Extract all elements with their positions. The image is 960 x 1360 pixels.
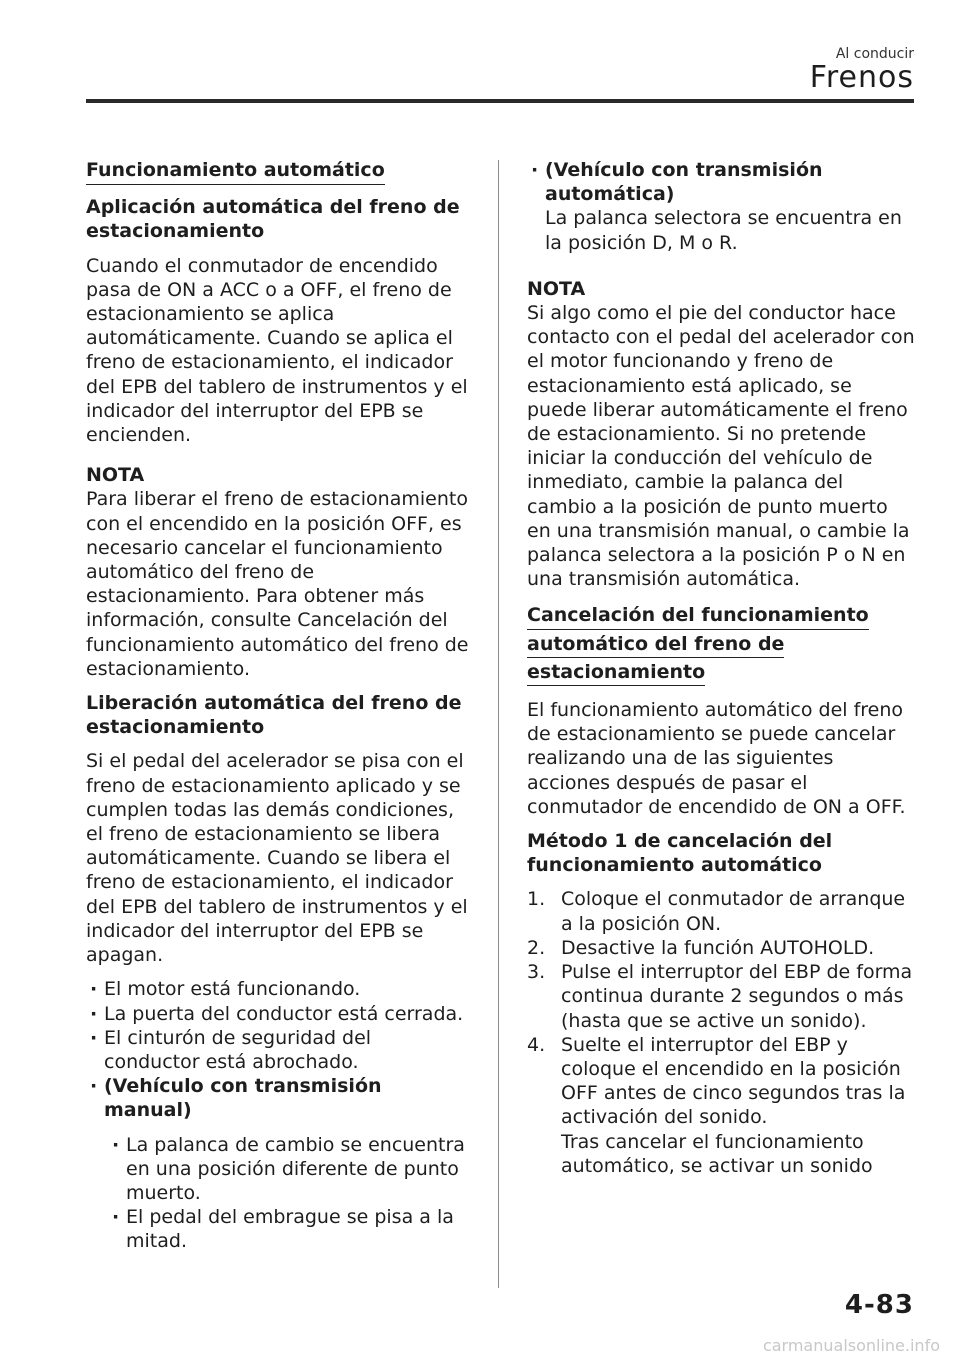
right-column bbox=[527, 158, 917, 1178]
list-item: · La puerta del conductor está cerrada. bbox=[86, 1002, 472, 1026]
page-title: Frenos bbox=[809, 60, 914, 95]
section-title-line: Cancelación del funcionamiento bbox=[527, 603, 869, 629]
release-heading: Liberación automática del freno de estacionamiento bbox=[86, 692, 462, 739]
section-title-auto-operation: Funcionamiento automático bbox=[86, 158, 385, 185]
step-number: 4. bbox=[527, 1033, 546, 1056]
apply-heading: Aplicación automática del freno de estacionamiento bbox=[86, 196, 460, 243]
header-rule bbox=[86, 99, 914, 103]
steps-list bbox=[527, 887, 917, 1177]
list-item: · El motor está funcionando. bbox=[86, 977, 472, 1001]
left-column bbox=[86, 158, 472, 1254]
step-text: Desactive la función AUTOHOLD. bbox=[561, 936, 875, 959]
section-title-line: automático del freno de bbox=[527, 632, 784, 658]
step-number: 3. bbox=[527, 961, 546, 984]
list-item bbox=[527, 1033, 917, 1178]
column-divider bbox=[498, 160, 499, 1288]
release-text: Si el pedal del acelerador se pisa con el freno de estacionamiento aplicado y se cumplen todas las demás condiciones, el freno de estacionamiento se libera automáticamente. Cuando se libera el freno de estacionamiento, el indicador del EPB del tablero de instrumentos y el indicador del interruptor del EPB se apagan. bbox=[86, 750, 468, 967]
cancel-text: El funcionamiento automático del freno de estacionamiento se puede cancelar realizando una de las siguientes acciones después de pasar el conmutador de encendido de ON a OFF. bbox=[527, 699, 906, 818]
note-label: NOTA bbox=[527, 277, 586, 300]
list-item: · El cinturón de seguridad del conductor está abrochado. bbox=[86, 1026, 472, 1074]
manual-conditions-list bbox=[108, 1133, 472, 1254]
list-item: · La palanca de cambio se encuentra en una posición diferente de punto muerto. bbox=[108, 1133, 472, 1206]
auto-text: La palanca selectora se encuentra en la posición D, M o R. bbox=[545, 207, 902, 254]
step-text: Suelte el interruptor del EBP y coloque el encendido en la posición OFF antes de cinco segundos tras la activación del sonido. bbox=[561, 1033, 906, 1129]
list-item bbox=[527, 158, 917, 255]
auto-heading: · (Vehículo con transmisión automática) bbox=[545, 159, 823, 206]
list-item bbox=[527, 960, 917, 1033]
step-number: 1. bbox=[527, 888, 546, 911]
watermark: carmanualsonline.info bbox=[762, 1336, 940, 1355]
step-extra-text: Tras cancelar el funcionamiento automático, se activar un sonido bbox=[561, 1130, 873, 1177]
section-title-cancel bbox=[527, 603, 917, 688]
list-item bbox=[527, 936, 917, 960]
note-label: NOTA bbox=[86, 464, 145, 487]
section-title-line: estacionamiento bbox=[527, 660, 705, 686]
list-item: · (Vehículo con transmisión manual) bbox=[86, 1074, 472, 1122]
list-item bbox=[527, 887, 917, 935]
list-item: · El pedal del embrague se pisa a la mitad. bbox=[108, 1205, 472, 1253]
step-text: Coloque el conmutador de arranque a la posición ON. bbox=[561, 888, 906, 935]
step-number: 2. bbox=[527, 936, 546, 959]
apply-text: Cuando el conmutador de encendido pasa de ON a ACC o a OFF, el freno de estacionamiento se aplica automáticamente. Cuando se aplica el freno de estacionamiento, el indicador del EPB del tablero de instrumentos y el indicador del interruptor del EPB se encienden. bbox=[86, 254, 468, 447]
conditions-list bbox=[86, 977, 472, 1122]
step-text: Pulse el interruptor del EBP de forma continua durante 2 segundos o más (hasta que se active un sonido). bbox=[561, 961, 913, 1032]
section-label: Al conducir bbox=[835, 46, 914, 62]
note-text: Para liberar el freno de estacionamiento con el encendido en la posición OFF, es necesario cancelar el funcionamiento automático del freno de estacionamiento. Para obtener más información, consulte Cancelación del funcionamiento automático del freno de estacionamiento. bbox=[86, 488, 469, 680]
auto-conditions-list bbox=[527, 158, 917, 255]
note-text: Si algo como el pie del conductor hace contacto con el pedal del acelerador con el motor funcionando y freno de estacionamiento está aplicado, se puede liberar automáticamente el freno de estacionamiento. Si no pretende iniciar la conducción del vehículo de inmediato, cambie la palanca del cambio a la posición de punto muerto en una transmisión manual, o cambie la palanca selectora a la posición P o N en una transmisión automática. bbox=[527, 302, 915, 591]
method-heading: Método 1 de cancelación del funcionamiento automático bbox=[527, 830, 833, 877]
page-number: 4-83 bbox=[844, 1290, 914, 1320]
